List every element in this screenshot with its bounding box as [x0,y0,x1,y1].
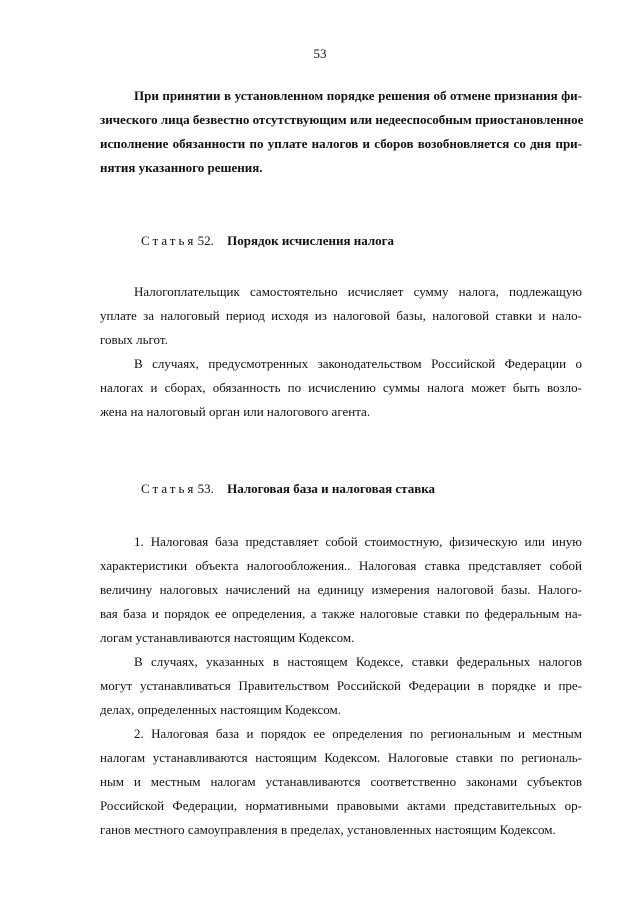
article-52-body [100,280,582,424]
article-52-title: Порядок исчисления налога [227,233,395,248]
article-52-line-5: налогах и сборах, обязанность по исчислению суммы налога может быть возло- [100,380,582,395]
article-53-line-8: делах, определенных настоящим Кодексом. [100,702,341,717]
article-53-line-5: логам устанавливаются настоящим Кодексом. [100,630,355,645]
article-53-number: 53. [197,481,214,496]
article-53-line-12: Российской Федерации, нормативными правовыми актами представительных ор- [100,798,582,813]
intro-line-1: При принятии в установленном порядке решения об отмене признания фи- [134,88,582,103]
article-52-label: Статья [141,233,197,248]
intro-paragraph [100,84,582,180]
page-number: 53 [313,46,327,61]
article-53-line-4: вая база и порядок ее определения, а также налоговые ставки по федеральным на- [100,606,582,621]
article-53-heading [141,481,435,497]
article-52-line-6: жена на налоговый орган или налогового агента. [100,404,371,419]
article-52-line-1: Налогоплательщик самостоятельно исчисляет сумму налога, подлежащую [134,284,582,299]
article-53-line-7: могут устанавливаться Правительством Российской Федерации в порядке и пре- [100,678,582,693]
article-53-label: Статья [141,481,197,496]
article-53-line-1: 1. Налоговая база представляет собой стоимостную, физическую или иную [134,534,582,549]
article-53-title: Налоговая база и налоговая ставка [227,481,436,496]
article-52-heading [141,233,394,249]
article-53-line-3: величину налоговых начислений на единицу измерения налоговой базы. Налого- [100,582,582,597]
article-53-line-11: ным и местным налогам устанавливаются соответственно законами субъектов [100,774,582,789]
article-53-line-9: 2. Налоговая база и порядок ее определения по региональным и местным [134,726,582,741]
article-53-line-6: В случаях, указанных в настоящем Кодексе, ставки федеральных налогов [134,654,582,669]
intro-line-2: зического лица безвестно отсутствующим или недееспособным приостановленное [100,112,584,127]
article-52-line-2: уплате за налоговый период исходя из налоговой базы, налоговой ставки и нало- [100,308,582,323]
article-52-number: 52. [197,233,214,248]
article-52-line-4: В случаях, предусмотренных законодательством Российской Федерации о [134,356,582,371]
article-53-line-2: характеристики объекта налогообложения.. Налоговая ставка представляет собой [100,558,582,573]
article-52-line-3: говых льгот. [100,332,168,347]
intro-line-3: исполнение обязанности по уплате налогов и сборов возобновляется со дня при- [100,136,582,151]
article-53-line-10: налогам устанавливаются настоящим Кодексом. Налоговые ставки по региональ- [100,750,582,765]
article-53-line-13: ганов местного самоуправления в пределах, установленных настоящим Кодексом. [100,822,556,837]
intro-line-4: нятия указанного решения. [100,160,263,175]
article-53-body [100,530,582,842]
